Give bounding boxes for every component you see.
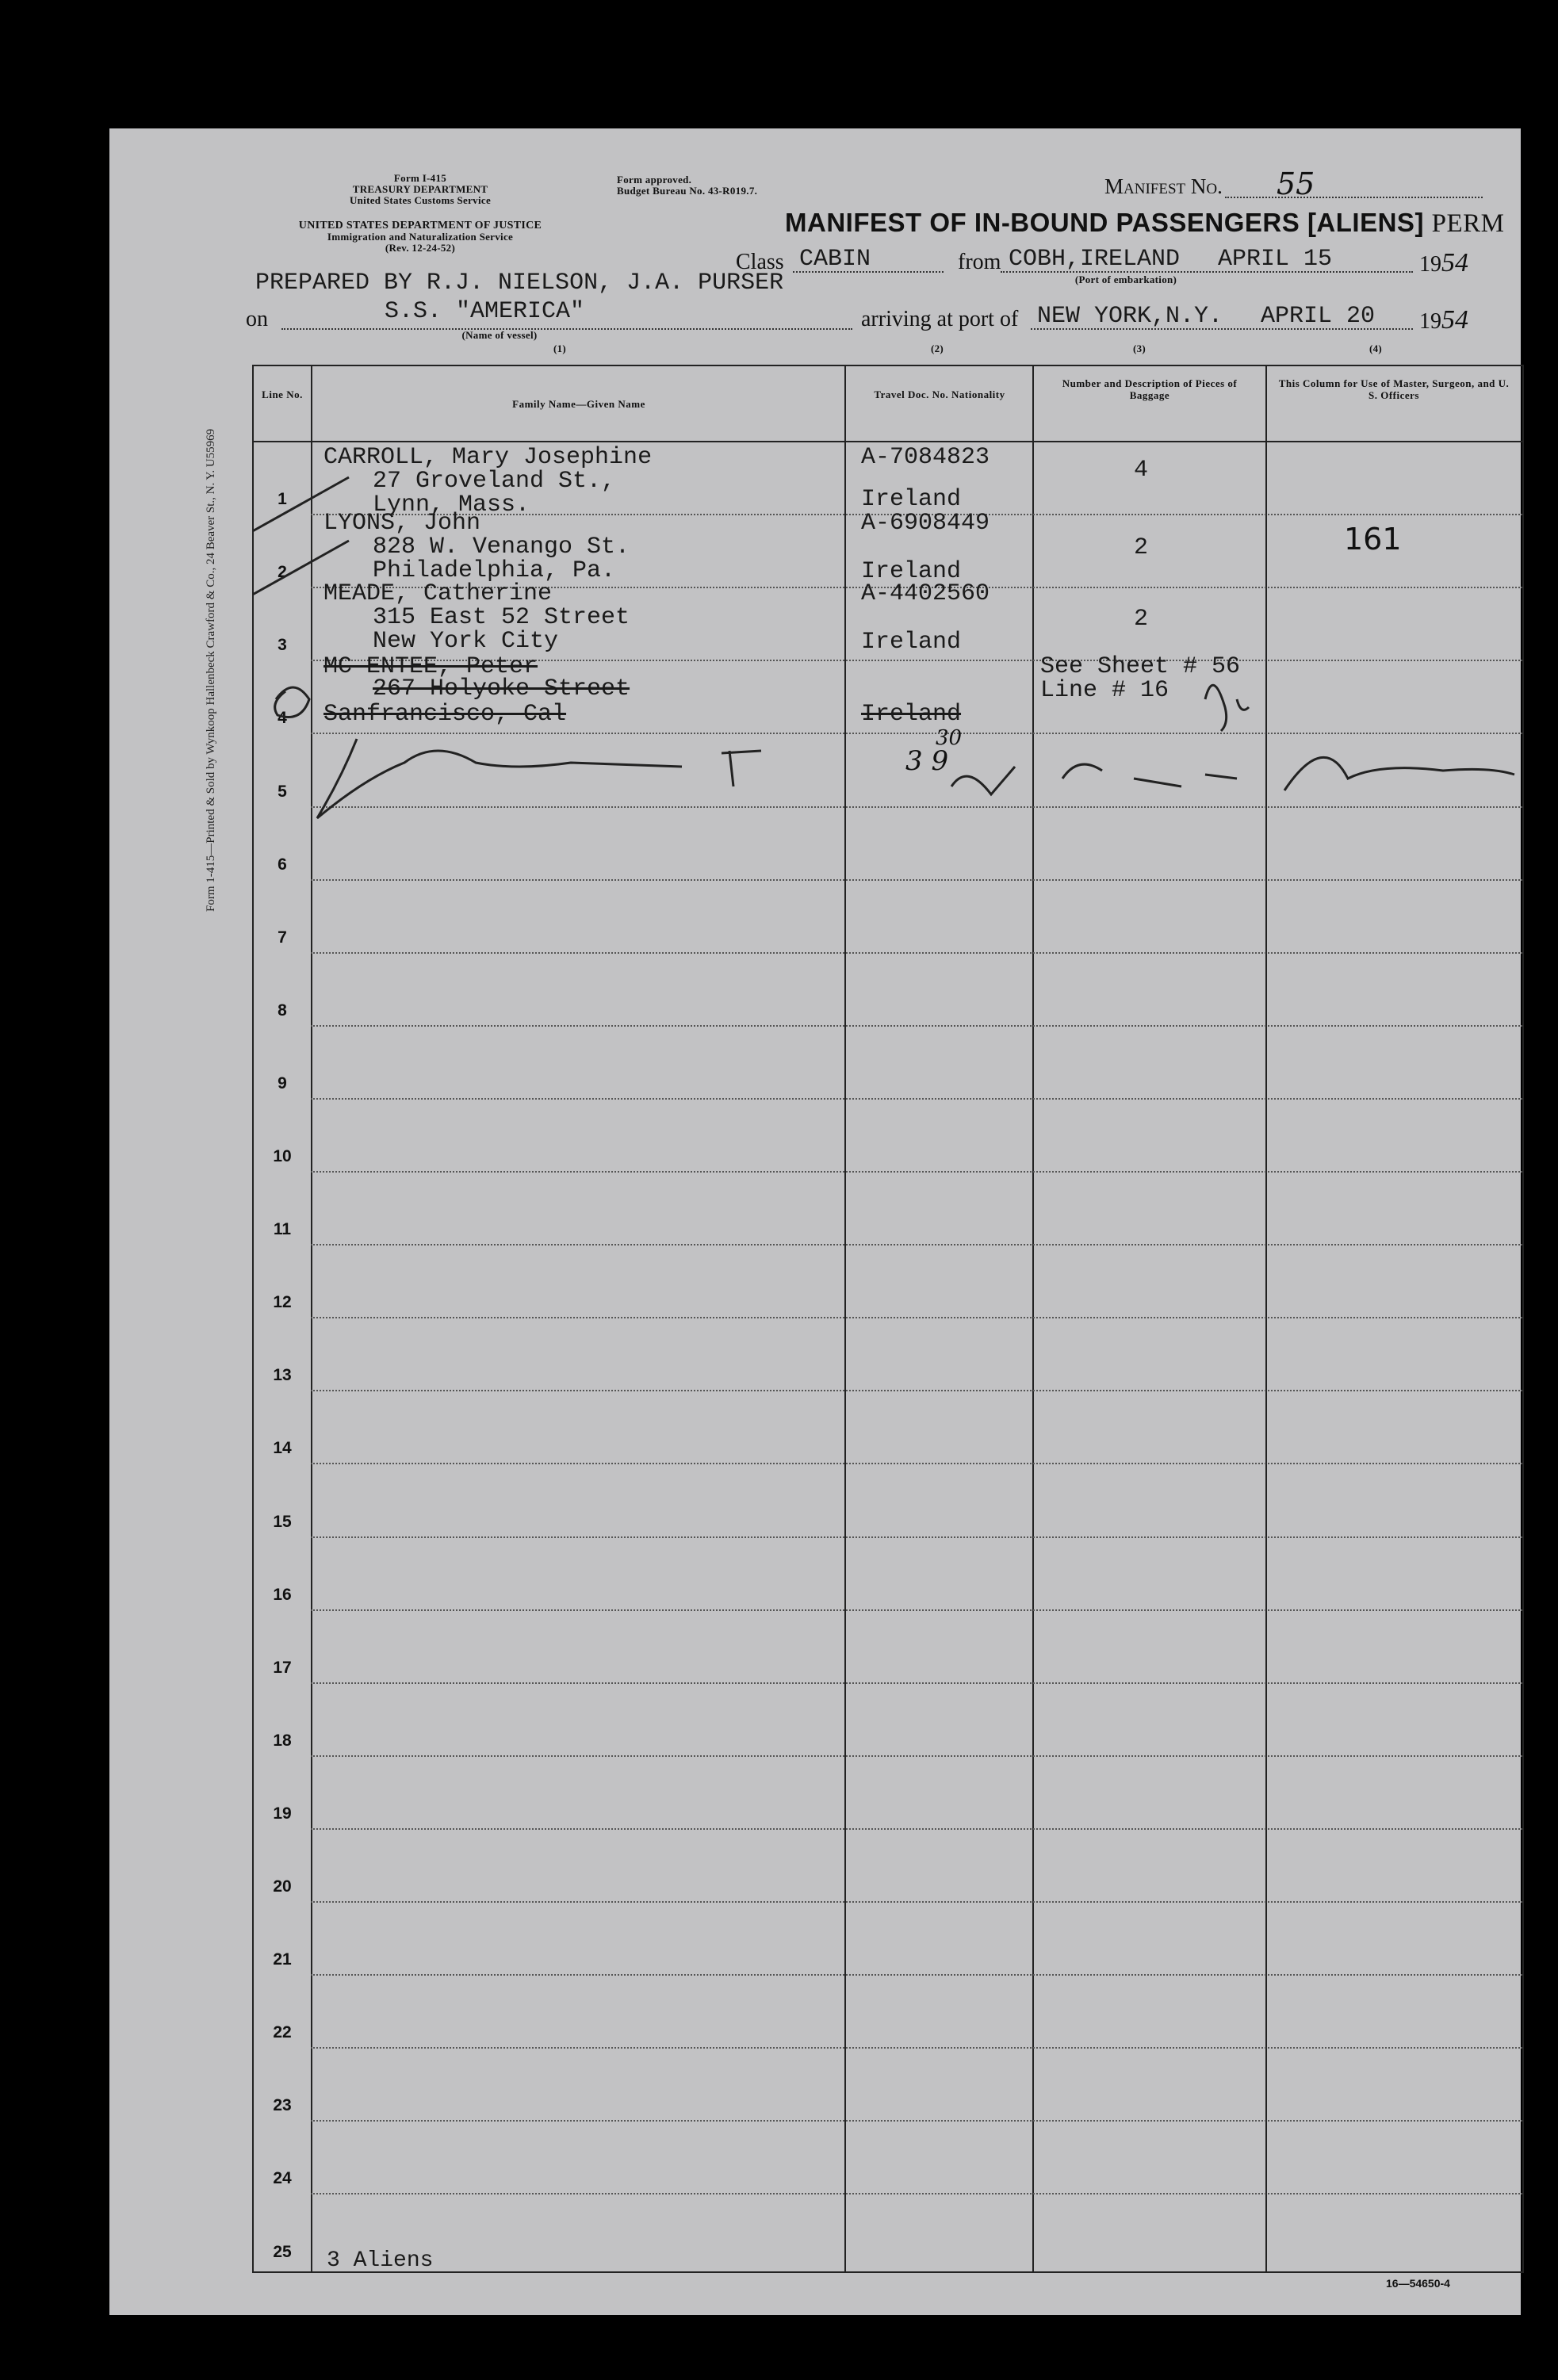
passenger-name: MC-ENTEE, Peter xyxy=(323,653,538,680)
handwritten-number: 30 xyxy=(936,726,963,750)
line-number: 12 xyxy=(273,1293,292,1312)
budget-bureau: Budget Bureau No. 43-R019.7. xyxy=(617,185,758,197)
col-num-4: (4) xyxy=(1369,342,1383,354)
from-year-value: 54 xyxy=(1441,248,1468,277)
treasury-dept: TREASURY DEPARTMENT xyxy=(352,183,488,195)
row-divider xyxy=(311,2120,1522,2122)
line-number: 8 xyxy=(278,1001,287,1020)
vessel-caption: (Name of vessel) xyxy=(461,329,538,341)
passenger-name: CARROLL, Mary Josephine xyxy=(323,444,653,471)
row-divider xyxy=(311,1025,1522,1027)
row-divider xyxy=(311,952,1522,954)
row-divider xyxy=(311,1244,1522,1245)
class-label: Class xyxy=(736,250,784,274)
row-divider xyxy=(311,1755,1522,1757)
line-number: 6 xyxy=(278,855,287,874)
line-number: 2 xyxy=(278,563,287,582)
travel-doc: A-4402560 xyxy=(861,580,990,607)
col-num-3: (3) xyxy=(1132,342,1146,354)
col-num-1: (1) xyxy=(553,342,567,354)
arrival-year-prefix: 19 xyxy=(1419,309,1441,334)
arrival-year-value: 54 xyxy=(1441,305,1468,335)
col-baggage-header: Number and Description of Pieces of Baggage xyxy=(1062,377,1238,401)
on-label: on xyxy=(246,307,268,331)
nationality: Ireland xyxy=(861,486,962,513)
row-divider xyxy=(311,2193,1522,2194)
title-main: MANIFEST OF IN-BOUND PASSENGERS xyxy=(785,208,1300,237)
line-number: 17 xyxy=(273,1658,292,1677)
passenger-table xyxy=(252,365,1524,2273)
passenger-address: 828 W. Venango St. xyxy=(373,534,630,561)
line-number: 18 xyxy=(273,1731,292,1750)
row-divider xyxy=(311,1390,1522,1391)
manifest-dots xyxy=(1225,197,1483,198)
row-divider xyxy=(311,1609,1522,1611)
row-divider xyxy=(311,1317,1522,1318)
customs-service: United States Customs Service xyxy=(349,194,492,206)
arriving-label: arriving at port of xyxy=(861,307,1019,331)
port-embark-caption: (Port of embarkation) xyxy=(1074,274,1177,285)
handwritten-number: 3 9 xyxy=(905,745,949,777)
from-year xyxy=(1419,248,1468,278)
line-number: 15 xyxy=(273,1512,292,1531)
total-aliens: 3 Aliens xyxy=(327,2248,434,2273)
manifest-title xyxy=(785,208,1504,239)
baggage-count: 4 xyxy=(1134,457,1149,484)
line-number: 1 xyxy=(278,490,287,509)
col-num-2: (2) xyxy=(930,342,944,354)
from-label: from xyxy=(958,250,1001,274)
passenger-address: Sanfrancisco, Cal xyxy=(323,701,567,728)
arrival-year xyxy=(1419,305,1468,335)
line-number: 10 xyxy=(273,1147,292,1165)
prepared-by: PREPARED BY R.J. NIELSON, J.A. PURSER xyxy=(255,270,784,297)
line-number: 3 xyxy=(278,636,287,655)
arrival-port: NEW YORK,N.Y. xyxy=(1037,303,1223,330)
vessel-dots xyxy=(281,328,852,330)
nationality: Ireland xyxy=(861,629,962,656)
from-dots xyxy=(1001,271,1413,273)
col-officers-header: This Column for Use of Master, Surgeon, and U. S. Officers xyxy=(1278,377,1510,401)
line-number: 16 xyxy=(273,1585,292,1604)
line-number: 25 xyxy=(273,2242,292,2261)
line-number: 24 xyxy=(273,2169,292,2188)
baggage-count: 2 xyxy=(1134,534,1149,561)
class-dots xyxy=(793,271,944,273)
line-number: 9 xyxy=(278,1073,287,1092)
manifest-label: Manifest No. xyxy=(1104,174,1223,198)
margin-imprint: Form 1-415—Printed & Sold by Wynkoop Hallenbeck Crawford & Co., 24 Beaver St., N. Y. U55969 xyxy=(205,428,217,912)
travel-doc: A-7084823 xyxy=(861,444,990,471)
line-number: 21 xyxy=(273,1950,292,1969)
class-value: CABIN xyxy=(799,246,871,273)
from-year-prefix: 19 xyxy=(1419,252,1441,277)
passenger-address: Lynn, Mass. xyxy=(373,492,530,518)
nationality: Ireland xyxy=(861,701,962,728)
handwritten-signatures xyxy=(254,366,1522,842)
row-divider xyxy=(311,1536,1522,1538)
ins-service: Immigration and Naturalization Service xyxy=(327,231,514,243)
manifest-no: 55 xyxy=(1277,166,1315,201)
form-approved: Form approved. xyxy=(617,174,692,186)
passenger-address: 267 Holyoke Street xyxy=(373,675,630,702)
footer-code: 16—54650-4 xyxy=(1386,2277,1450,2290)
line-number: 22 xyxy=(273,2023,292,2042)
nationality: Ireland xyxy=(861,558,962,585)
line-number: 11 xyxy=(273,1220,292,1239)
row-divider xyxy=(311,1463,1522,1464)
row-divider xyxy=(311,1828,1522,1830)
arrival-date: APRIL 20 xyxy=(1261,303,1376,330)
passenger-address: 315 East 52 Street xyxy=(373,604,630,631)
col-travel-header: Travel Doc. No. Nationality xyxy=(874,388,1005,400)
line-number: 5 xyxy=(278,782,287,801)
col-name-header: Family Name—Given Name xyxy=(512,398,645,410)
passenger-address: 27 Groveland St., xyxy=(373,468,616,495)
title-aliens: [ALIENS] xyxy=(1307,208,1424,237)
line-number: 14 xyxy=(273,1439,292,1458)
row-divider xyxy=(311,1682,1522,1684)
vessel-name: S.S. "AMERICA" xyxy=(385,298,585,325)
line-number: 13 xyxy=(273,1366,292,1385)
from-value: COBH,IRELAND xyxy=(1009,246,1181,273)
form-number: Form I-415 xyxy=(393,172,447,184)
arrival-dots xyxy=(1031,328,1413,330)
officer-number: 161 xyxy=(1344,522,1402,557)
line-number: 20 xyxy=(273,1877,292,1896)
line-number: 19 xyxy=(273,1804,292,1823)
baggage-note: Line # 16 xyxy=(1040,677,1169,704)
justice-dept: UNITED STATES DEPARTMENT OF JUSTICE xyxy=(298,220,542,231)
from-date: APRIL 15 xyxy=(1218,246,1333,273)
row-divider xyxy=(311,1171,1522,1173)
passenger-address: Philadelphia, Pa. xyxy=(373,557,616,584)
baggage-count: 2 xyxy=(1134,606,1149,633)
revision: (Rev. 12-24-52) xyxy=(385,242,456,254)
row-divider xyxy=(311,1974,1522,1976)
line-number: 4 xyxy=(278,709,287,728)
baggage-note: See Sheet # 56 xyxy=(1040,653,1241,680)
passenger-name: LYONS, John xyxy=(323,510,481,537)
line-number: 23 xyxy=(273,2096,292,2115)
line-number: 7 xyxy=(278,928,287,947)
row-divider xyxy=(311,1901,1522,1903)
row-divider xyxy=(311,1098,1522,1100)
row-divider xyxy=(311,879,1522,881)
col-line-header: Line No. xyxy=(262,388,303,400)
title-perm: PERM xyxy=(1431,209,1505,238)
travel-doc: A-6908449 xyxy=(861,510,990,537)
passenger-name: MEADE, Catherine xyxy=(323,580,553,607)
row-divider xyxy=(311,2047,1522,2049)
passenger-address: New York City xyxy=(373,628,559,655)
